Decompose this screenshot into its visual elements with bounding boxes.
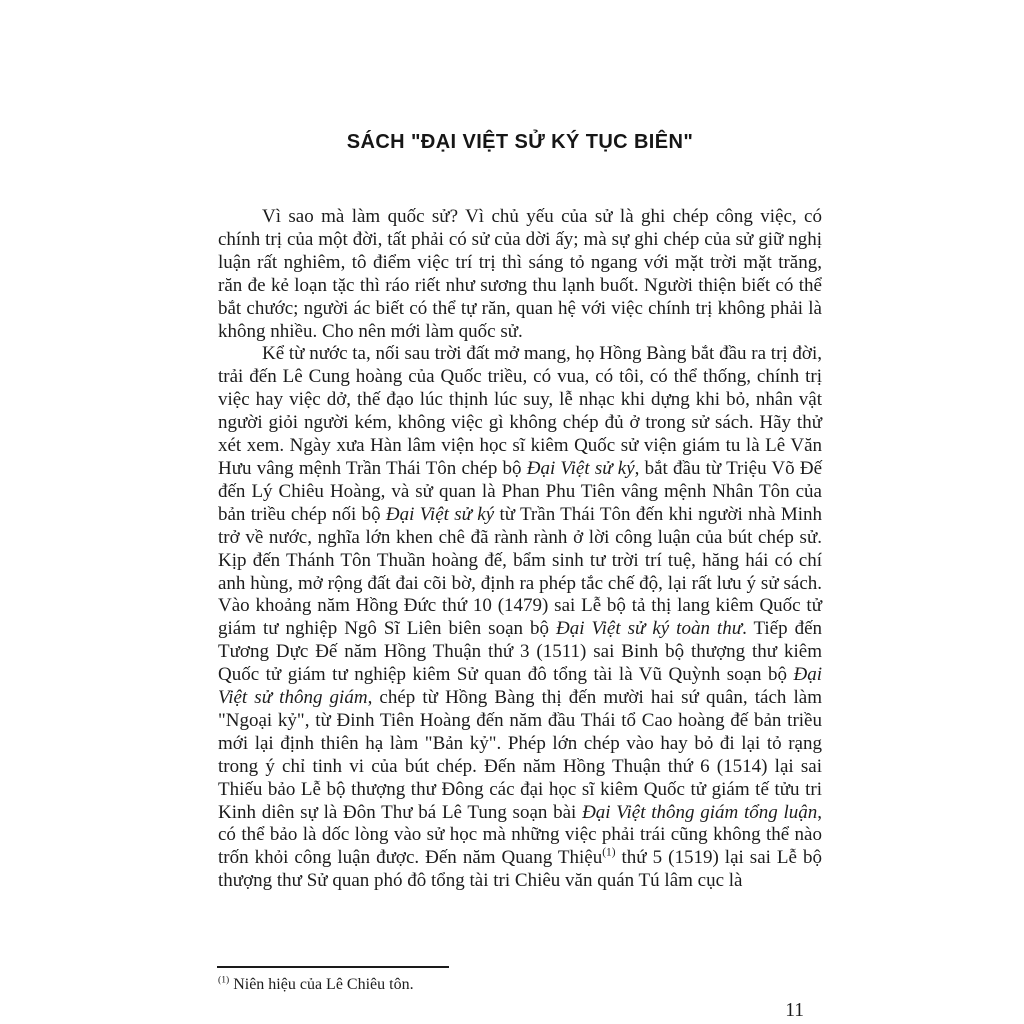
paragraph-2: Kể từ nước ta, nối sau trời đất mở mang, họ Hồng Bàng bắt đầu ra trị đời, trải đến Lê Cung hoàng của Quốc triều, có vua, có tôi, có thể thống, chính trị việc hay việc dở, thế đạo lúc thịnh lúc suy, lễ nhạc khi dựng khi bỏ, nhân vật người giỏi người kém, không việc gì không chép đủ ở trong sử sách. Hãy thử xét xem. Ngày xưa Hàn lâm viện học sĩ kiêm Quốc sử viện giám tu là Lê Văn Hưu vâng mệnh Trần Thái Tôn chép bộ Đại Việt sử ký, bắt đầu từ Triệu Võ Đế đến Lý Chiêu Hoàng, và sử quan là Phan Phu Tiên vâng mệnh Nhân Tôn của bản triều chép nối bộ Đại Việt sử ký từ Trần Thái Tôn đến khi người nhà Minh trở về nước, nghĩa lớn khen chê đã rành rành ở lời công luận của bút chép sử. Kịp đến Thánh Tôn Thuần hoàng đế, bẩm sinh tư trời trí tuệ, hăng hái có chí anh hùng, mở rộng đất đai cõi bờ, định ra phép tắc chế độ, lại rất lưu ý sử sách. Vào khoảng năm Hồng Đức thứ 10 (1479) sai Lễ bộ tả thị lang kiêm Quốc tử giám tư nghiệp Ngô Sĩ Liên biên soạn bộ Đại Việt sử ký toàn thư. Tiếp đến Tương Dực Đế năm Hồng Thuận thứ 3 (1511) sai Binh bộ thượng thư kiêm Quốc tử giám tư nghiệp kiêm Sử quan đô tổng tài là Vũ Quỳnh soạn bộ Đại Việt sử thông giám, chép từ Hồng Bàng thị đến mười hai sứ quân, tách làm "Ngoại kỷ", từ Đinh Tiên Hoàng đến năm đầu Thái tổ Cao hoàng đế bản triều mới lại định thiên hạ làm "Bản kỷ". Phép lớn chép vào hay bỏ đi lại tỏ rạng trong ý chỉ tinh vi của bút chép. Đến năm Hồng Thuận thứ 6 (1514) lại sai Thiếu bảo Lễ bộ thượng thư Đông các đại học sĩ kiêm Quốc tử giám tế tửu tri Kinh diên sự là Đôn Thư bá Lê Tung soạn bài Đại Việt thông giám tổng luận, có thể bảo là dốc lòng vào sử học mà những việc phải trái cũng không thể nào trốn khỏi công luận được. Đến năm Quang Thiệu$^{(1)}$ thứ 5 (1519) lại sai Lễ bộ thượng thư Sử quan phó đô tổng tài tri Chiêu văn quán Tú lâm cục là	[218, 343, 823, 892]
footnote-text: Niên hiệu của Lê Chiêu tôn.	[229, 976, 414, 993]
footnote	[218, 975, 822, 995]
body-text	[218, 206, 822, 893]
footnote-marker: (1)	[218, 974, 230, 986]
page-number: 11	[785, 1000, 804, 1021]
page-title: SÁCH "ĐẠI VIỆT SỬ KÝ TỤC BIÊN"	[346, 131, 694, 153]
paragraph-1: Vì sao mà làm quốc sử? Vì chủ yếu của sử là ghi chép công việc, có chính trị của một đời, tất phải có sử của dời ấy; mà sự ghi chép của sử giữ nghị luận rất nghiêm, tô điểm việc trí trị thì sáng tỏ ngang với mặt trời mặt trăng, răn đe kẻ loạn tặc thì ráo riết như sương thu lạnh buốt. Người thiện biết có thể bắt chước; người ác biết có thể tự răn, quan hệ với việc chính trị không phải là không nhiều. Cho nên mới làm quốc sử.	[218, 206, 822, 342]
footnote-divider	[217, 966, 449, 968]
